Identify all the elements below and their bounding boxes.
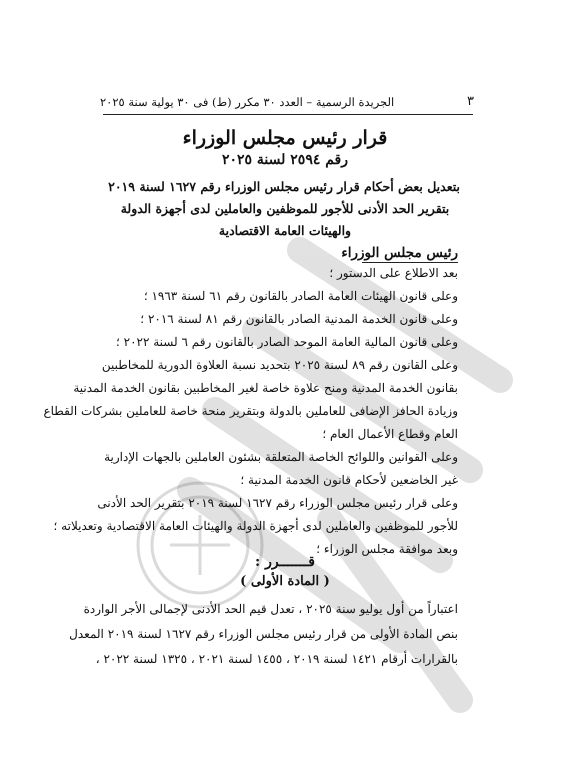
- issuer-heading: رئيس مجلس الوزراء: [341, 245, 458, 261]
- preamble-line: وعلى قانون الهيئات العامة الصادر بالقانون رقم ٦١ لسنة ١٩٦٣ ؛: [143, 289, 458, 303]
- decree-subject-line: والهيئات العامة الاقتصادية: [218, 223, 352, 238]
- header-rule: [103, 114, 473, 115]
- page-header: [100, 94, 474, 110]
- preamble-line: بقانون الخدمة المدنية ومنح علاوة خاصة لغير المخاطبين بقانون الخدمة المدنية: [73, 381, 458, 395]
- preamble-line: وعلى القانون رقم ٨٩ لسنة ٢٠٢٥ بتحديد نسبة العلاوة الدورية للمخاطبين: [101, 358, 458, 372]
- preamble-line: وعلى قانون المالية العامة الموحد الصادر بالقانون رقم ٦ لسنة ٢٠٢٢ ؛: [116, 335, 458, 349]
- preamble-line: وعلى قانون الخدمة المدنية الصادر بالقانون رقم ٨١ لسنة ٢٠١٦ ؛: [140, 312, 458, 326]
- page-number: ٣: [467, 94, 474, 109]
- preamble-line: وعلى القوانين واللوائح الخاصة المتعلقة بشئون العاملين بالجهات الإدارية: [104, 450, 458, 464]
- preamble-line: وعلى قرار رئيس مجلس الوزراء رقم ١٦٢٧ لسنة ٢٠١٩ بتقرير الحد الأدنى: [97, 496, 458, 510]
- preamble-line: غير الخاضعين لأحكام قانون الخدمة المدنية ؛: [240, 473, 458, 487]
- article-line: اعتباراً من أول يوليو سنة ٢٠٢٥ ، تعدل قيم الحد الأدنى لإجمالى الأجر الواردة: [83, 602, 458, 616]
- decree-subject-line: بتعديل بعض أحكام قرار رئيس مجلس الوزراء رقم ١٦٢٧ لسنة ٢٠١٩: [108, 179, 460, 194]
- decree-title: قرار رئيس مجلس الوزراء: [182, 127, 388, 149]
- article-line: بنص المادة الأولى من قرار رئيس مجلس الوزراء رقم ١٦٢٧ لسنة ٢٠١٩ المعدل: [69, 627, 458, 641]
- gazette-header: الجريدة الرسمية – العدد ٣٠ مكرر (ط) فى ٣٠ يولية سنة ٢٠٢٥: [100, 95, 395, 109]
- resolved-heading: قـــــــرر :: [255, 554, 315, 570]
- article-heading: ( المادة الأولى ): [240, 574, 330, 589]
- decree-subject-line: بتقرير الحد الأدنى للأجور للموظفين والعاملين لدى أجهزة الدولة: [120, 201, 450, 216]
- preamble-line: وزيادة الحافز الإضافى للعاملين بالدولة وبتقرير منحة خاصة للعاملين بشركات القطاع: [43, 404, 458, 418]
- preamble-line: بعد الاطلاع على الدستور ؛: [329, 266, 458, 280]
- preamble-line: وبعد موافقة مجلس الوزراء ؛: [316, 542, 458, 556]
- decree-number: رقم ٢٥٩٤ لسنة ٢٠٢٥: [221, 152, 349, 168]
- article-line: بالقرارات أرقام ١٤٢١ لسنة ٢٠١٩ ، ١٤٥٥ لسنة ٢٠٢١ ، ١٣٢٥ لسنة ٢٠٢٢ ،: [95, 652, 458, 666]
- preamble-line: العام وقطاع الأعمال العام ؛: [322, 427, 458, 441]
- issuer-underline: [362, 262, 458, 263]
- preamble-line: للأجور للموظفين والعاملين لدى أجهزة الدولة والهيئات العامة الاقتصادية وتعديلاته ؛: [53, 519, 458, 533]
